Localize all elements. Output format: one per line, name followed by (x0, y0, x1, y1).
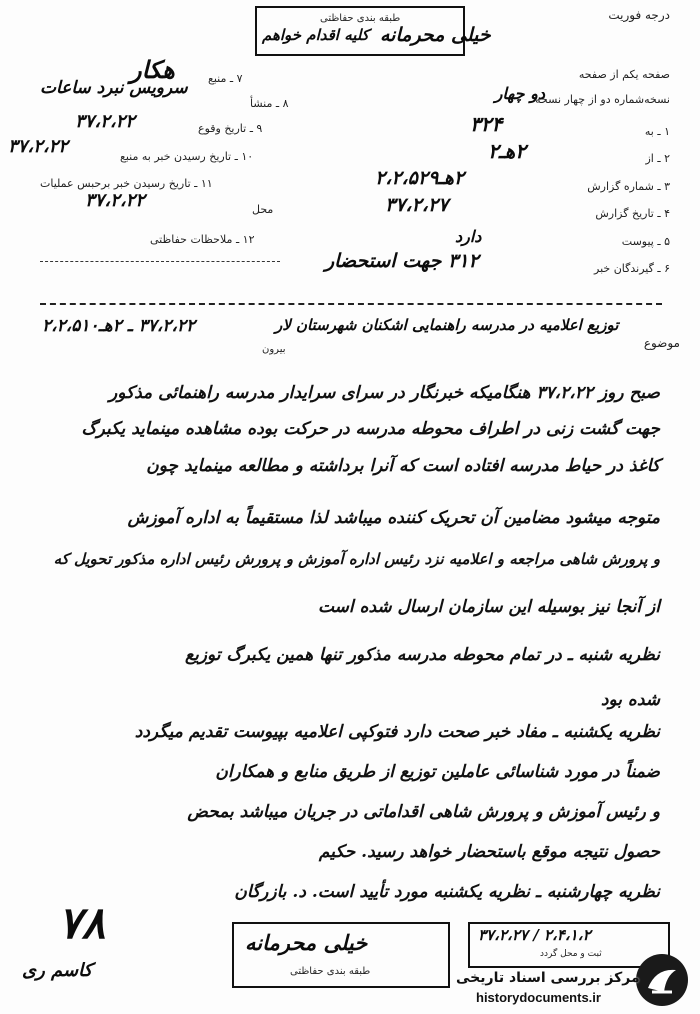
body-line-5: و پرورش شاهی مراجعه و اعلامیه نزد رئیس اداره آموزش و پرورش رئیس اداره مذکور تحویل که (53, 550, 660, 568)
body-line-6: از آنجا نیز بوسیله این سازمان ارسال شده است (317, 597, 660, 617)
watermark-fa: مرکز بررسی اسناد تاریخی (456, 970, 640, 986)
footer-hand-number: ۷۸ (58, 898, 106, 949)
field-label-8: ۸ ـ منشأ (250, 97, 289, 110)
field-value-9: ۳۷،۲،۲۲ (75, 111, 135, 132)
copy-number-hand: دو چهار (494, 84, 545, 103)
history-documents-logo-icon (634, 952, 690, 1008)
field-value-6: ۳۱۲ جهت استحضار (325, 250, 479, 272)
page-number-label: صفحه یکم از صفحه (578, 68, 670, 81)
field-label-location: محل (252, 203, 274, 216)
subject-text: توزیع اعلامیه در مدرسه راهنمایی اشکنان شهرستان لار (275, 316, 619, 334)
field-value-5: دارد (455, 227, 482, 246)
body-line-7: نظریه شنبه ـ در تمام محوطه مدرسه مذکور تنها همین یکبرگ توزیع (185, 645, 660, 665)
classification-hand-note: كليه اقدام خواهم (262, 26, 369, 44)
classification-stamp-text: خیلی محرمانه (380, 24, 491, 46)
body-line-4: متوجه میشود مضامین آن تحریک کننده میباشد لذا مستقیماً به اداره آموزش (127, 508, 660, 528)
top-left-hand-note: هکار (130, 55, 175, 84)
subject-label: موضوع (643, 336, 680, 350)
footer-stamp-label: طبقه بندی حفاظتی (290, 966, 371, 977)
field-value-10: ۳۷،۲،۲۲ (8, 136, 68, 157)
field-label-3: ۳ ـ شماره گزارش (587, 180, 670, 193)
subject-ref: ۳۷،۲،۲۲ ـ ۲هـ۲،۲،۵۱۰ (42, 316, 196, 336)
urgency-label: درجه فوریت (608, 8, 670, 22)
date-stamp-text: ۳۷،۲،۲۷ / ۲،۴،۱،۲ (478, 926, 591, 944)
top-left-hand-note-2: سرویس نبرد ساعات (40, 78, 188, 98)
body-line-11: و رئیس آموزش و پرورش شاهی اقداماتی در جریان میباشد بمحض (187, 802, 660, 822)
copy-number-label: نسخه‌شماره دو از چهار نسخه (535, 93, 670, 106)
subject-sub: بیرون (262, 344, 286, 355)
body-line-12: حصول نتیجه موقع باستحضار خواهد رسید. حکیم (318, 842, 660, 862)
body-line-8: شده بود (600, 690, 660, 710)
body-line-1: صبح روز ۳۷،۲،۲۲ هنگامیکه خبرنگار در سرای سرایدار مدرسه راهنمائی مذکور (109, 383, 660, 403)
field-label-1: ۱ ـ به (644, 125, 670, 138)
body-line-3: کاغذ در حیاط مدرسه افتاده است که آنرا برداشته و مطالعه مینماید چون (146, 456, 660, 476)
field-label-4: ۴ ـ تاریخ گزارش (595, 207, 670, 220)
body-line-9: نظریه یکشنبه ـ مفاد خبر صحت دارد فتوکپی اعلامیه بپیوست تقدیم میگردد (134, 722, 660, 742)
field-label-12: ۱۲ ـ ملاحظات حفاظتی (150, 233, 255, 246)
field-label-7: ۷ ـ منبع (208, 72, 243, 85)
body-line-2: جهت گشت زنی در اطراف محوطه مدرسه در حرکت بوده مشاهده مینماید یکبرگ (81, 419, 660, 439)
classification-label: طبقه بندی حفاظتی (320, 13, 401, 24)
field-label-6: ۶ ـ گیرندگان خبر (594, 262, 670, 275)
body-line-13: نظریه چهارشنبه ـ نظریه یکشنبه مورد تأیید است. د. بازرگان (234, 882, 660, 902)
footer-stamp-text: خیلی محرمانه (245, 930, 368, 955)
body-line-10: ضمناً در مورد شناسائی عاملین توزیع از طریق منابع و همکاران (215, 762, 660, 782)
field-label-5: ۵ ـ پیوست (621, 235, 670, 248)
field-label-2: ۲ ـ از (645, 152, 670, 165)
left-rule (40, 261, 280, 262)
field-label-10: ۱۰ ـ تاریخ رسیدن خبر به منبع (120, 150, 254, 163)
footer-hand-signature: کاسم ری (22, 960, 93, 981)
date-stamp-label: ثبت و محل گردد (540, 949, 602, 959)
header-separator (40, 303, 662, 305)
field-label-9: ۹ ـ تاریخ وقوع (198, 122, 263, 135)
field-value-1: ۳۲۴ (470, 112, 503, 136)
field-label-11: ۱۱ ـ تاریخ رسیدن خبر برحبس عملیات (40, 177, 213, 190)
field-value-11: ۳۷،۲،۲۲ (85, 190, 145, 211)
field-value-4: ۳۷،۲،۲۷ (385, 194, 449, 216)
watermark-url[interactable]: historydocuments.ir (476, 990, 601, 1005)
field-value-2: ۲هـ۲ (488, 139, 526, 163)
field-value-3: ۲هـ۲،۲،۵۲۹ (375, 167, 465, 189)
